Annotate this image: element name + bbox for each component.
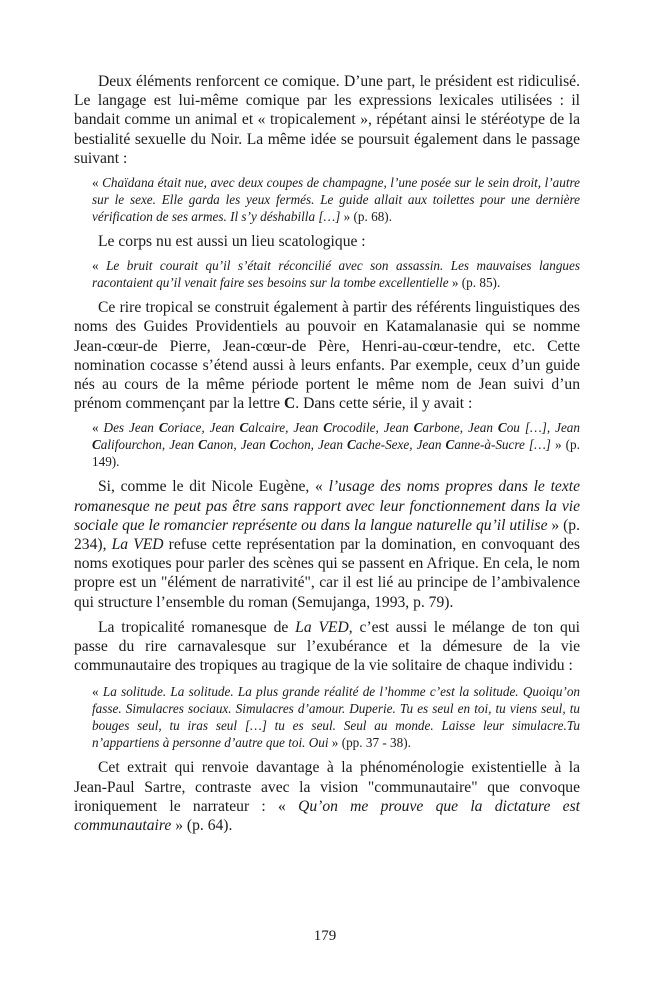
title-la-ved: La VED (111, 536, 164, 554)
name-item: Jean Crocodile, (293, 420, 384, 436)
name-item: Jean Canne-à-Sucre […] (416, 437, 551, 453)
quote-2-text: Le bruit courait qu’il s’était réconcilié avec son assassin. Les mauvaises langues racontaient qu’il venait faire ses besoins sur la tombe excellentielle (92, 258, 580, 291)
paragraph-5: La tropicalité romanesque de La VED, c’est aussi le mélange de ton qui passe du rire carnavalesque sur l’exubérance et la démesure de la vie communautaire des tropiques au tragique de la vie solitaire de chaque individu : (74, 618, 580, 675)
paragraph-3: Ce rire tropical se construit également à partir des référents linguistiques des noms des Guides Providentiels au pouvoir en Katamalanasie qui se nomme Jean-cœur-de Pierre, Jean-cœur-de Père, Henri-au-cœur-tendre, etc. Cette nomination cocasse s’étend aussi à leurs enfants. Par exemple, ceux d’un guide nés au cours de la même période portent le même nom de Jean suivi d’un prénom commençant par la lettre C. Dans cette série, il y avait : (74, 299, 580, 413)
name-item: Jean Cache-Sexe, (318, 437, 417, 453)
quote-1: « Chaïdana était nue, avec deux coupes de champagne, l’une posée sur le sein droit, l’autre sur le sexe. Elle garda les yeux fermés. Le guide allait aux toilettes pour une dernière vérification de ses armes. Il s’y déshabilla […] » (p. 68). (92, 175, 581, 225)
quote-3: « Des Jean Coriace, Jean Calcaire, Jean Crocodile, Jean Carbone, Jean Cou […], Jean Califourchon, Jean Canon, Jean Cochon, Jean Cache-Sexe, Jean Canne-à-Sucre […] » (p. 149). (92, 420, 580, 470)
name-item: Jean Cochon, (240, 437, 319, 453)
page-body (74, 72, 580, 841)
quote-4: « La solitude. La solitude. La plus grande réalité de l’homme c’est la solitude. Quoiqu’on fasse. Simulacres sociaux. Simulacres d’amour. Duperie. Tu es seul en toi, tu viens seul, tu bouges seul, tu iras seul […] tu es seul. Seul au monde. Laisse leur simulacre.Tu n’appartiens à personne d’autre que toi. Oui » (pp. 37 - 38). (92, 684, 581, 751)
quote-4-text: La solitude. La solitude. La plus grande réalité de l’homme c’est la solitude. Quoiqu’on fasse. Simulacres sociaux. Simulacres d’amour. Duperie. Tu es seul en toi, tu viens seul, tu bouges seul, tu iras seul […] tu es seul. Seul au monde. Laisse leur simulacre.Tu n’appartiens à personne d’autre que toi. Oui (92, 684, 581, 751)
name-item: Jean Calcaire, (209, 420, 294, 436)
name-item: Jean Canon, (169, 437, 241, 453)
citation-narrator: Qu’on me prouve que la dictature est communautaire (74, 797, 581, 835)
paragraph-6: Cet extrait qui renvoie davantage à la phénoménologie existentielle à la Jean-Paul Sartre, contraste avec la vision "communautaire" que convoque ironiquement le narrateur : « Qu’on me prouve que la dictature est communautaire » (p. 64). (74, 759, 581, 835)
quote-2: « Le bruit courait qu’il s’était réconcilié avec son assassin. Les mauvaises langues racontaient qu’il venait faire ses besoins sur la tombe excellentielle » (p. 85). (92, 258, 580, 291)
paragraph-2: Le corps nu est aussi un lieu scatologique : (98, 233, 366, 251)
name-item: Jean Cou […], (468, 420, 556, 436)
quote-3-names (92, 420, 580, 452)
paragraph-4: Si, comme le dit Nicole Eugène, « l’usage des noms propres dans le texte romanesque ne peut pas être sans rapport avec leur fonctionnement dans la vie sociale que le romancier représente ou dans la langue naturelle qu’il utilise » (p. 234), La VED refuse cette représentation par la domination, en convoquant des noms exotiques pour parler des scènes qui se passent en Afrique. En cela, le nom propre est un "élément de narrativité", car il est lié au principe de l’ambivalence qui structure l’ensemble du roman (Semujanga, 1993, p. 79). (74, 478, 581, 611)
title-la-ved: La VED (295, 618, 349, 636)
name-item: Jean Carbone, (383, 420, 469, 436)
citation-eugene: l’usage des noms propres dans le texte romanesque ne peut pas être sans rapport avec leur fonctionnement dans la vie sociale que le romancier représente ou dans la langue naturelle qu’il utilise (74, 478, 581, 534)
name-item: Jean Califourchon, (92, 420, 580, 453)
quote-1-text: Chaïdana était nue, avec deux coupes de champagne, l’une posée sur le sein droit, l’autre sur le sexe. Elle garda les yeux fermés. Le guide allait aux toilettes pour une dernière vérification de ses armes. Il s’y déshabilla […] (92, 175, 581, 225)
letter-c: C (284, 395, 296, 413)
paragraph-1: Deux éléments renforcent ce comique. D’une part, le président est ridiculisé. Le langage est lui-même comique par les expressions lexicales utilisées : il bandait comme un animal et « tropicalement », répétant ainsi le stéréotype de la bestialité sexuelle du Noir. La même idée se poursuit également dans le passage suivant : (74, 73, 580, 167)
page-number: 179 (313, 928, 337, 944)
name-item: Des Jean Coriace, (103, 420, 210, 436)
